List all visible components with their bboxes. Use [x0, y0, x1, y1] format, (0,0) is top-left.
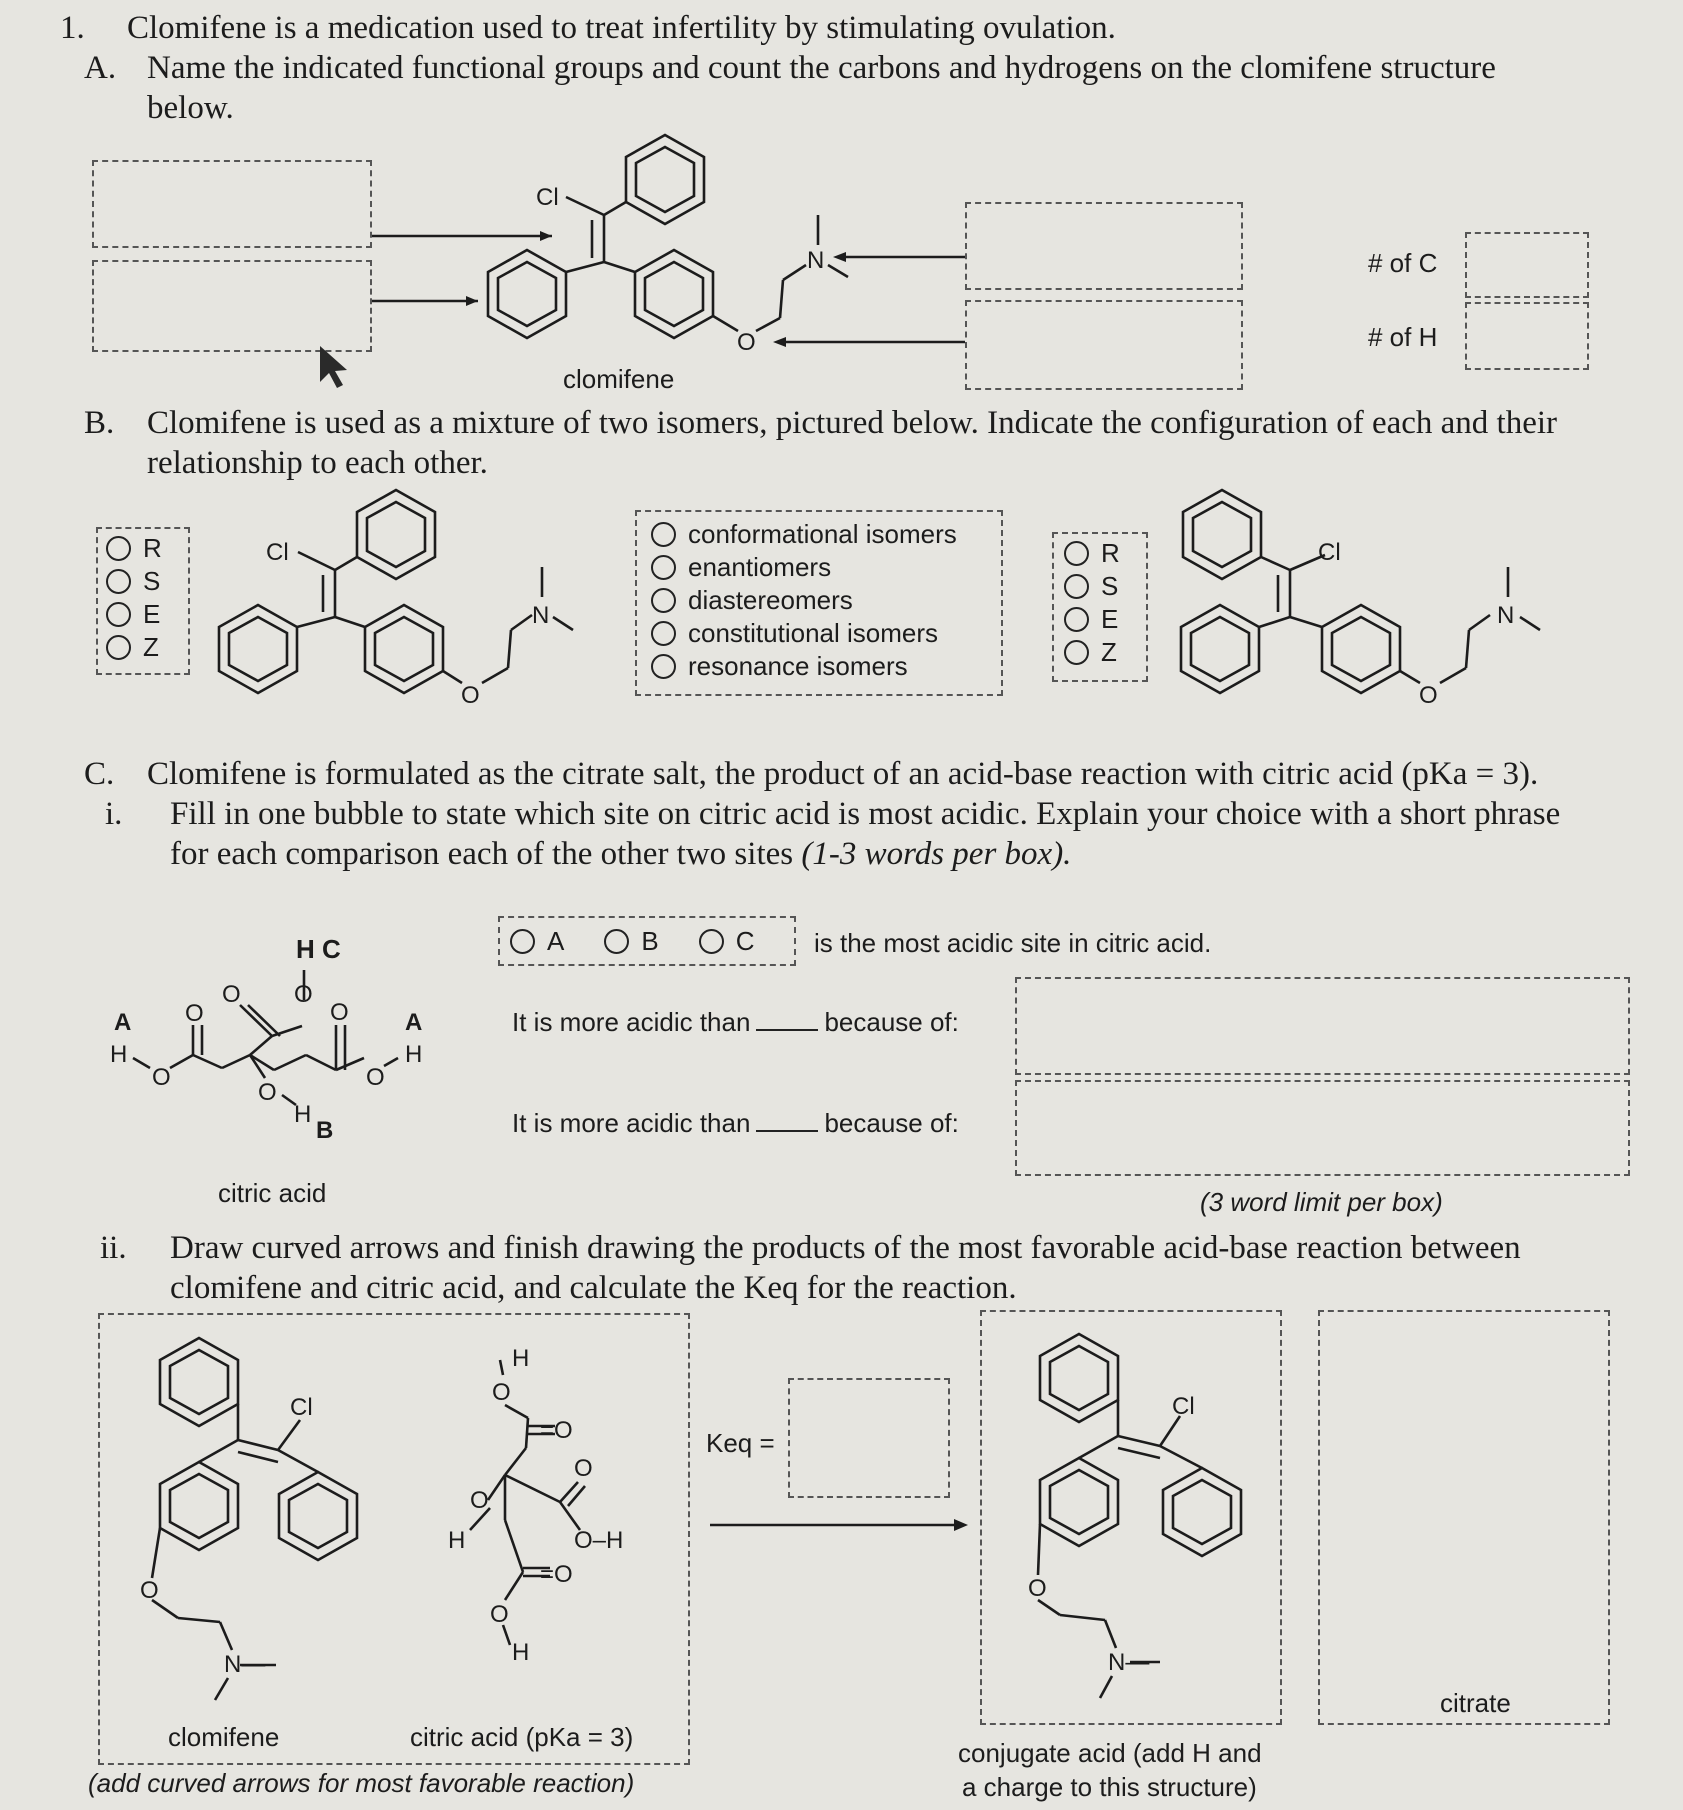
relationship-option-diastereomers[interactable]: diastereomers: [651, 584, 1001, 617]
relationship-option-constitutional[interactable]: constitutional isomers: [651, 617, 1001, 650]
part-c-ii-text: Draw curved arrows and finish drawing the products of the most favorable acid-base reaction between clomifene and citric acid, and calculate the Keq for the reaction.: [170, 1230, 1521, 1306]
atom-cl-a: Cl: [536, 184, 559, 211]
clomifene-label-ii: clomifene: [168, 1722, 280, 1752]
word-limit-note: (3 word limit per box): [1200, 1187, 1443, 1217]
atom-cl-p: Cl: [1172, 1393, 1195, 1420]
atom-o-c3: O: [574, 1455, 593, 1482]
part-c-i-text: Fill in one bubble to state which site on citric acid is most acidic. Explain your choice with a short phrase for each comparison each of the other two sites (1-3 words per box).: [170, 796, 1561, 872]
atom-oh-c5: O–H: [574, 1527, 624, 1554]
atom-o-a: O: [737, 329, 756, 356]
atom-o-carbonyl-right: O: [330, 999, 349, 1026]
atom-h-left: H: [110, 1041, 128, 1068]
atom-h-c4: H: [448, 1527, 466, 1554]
conjugate-acid-label-2: a charge to this structure): [962, 1772, 1257, 1802]
site-label-b: B: [316, 1117, 334, 1144]
atom-o-c1: O: [492, 1379, 511, 1406]
atom-o-left: O: [152, 1064, 171, 1091]
atom-o-mid: O: [294, 981, 313, 1008]
atom-cl-r: Cl: [290, 1394, 313, 1421]
atom-o-carbonyl-left: O: [185, 1000, 204, 1027]
clomifene-label-a: clomifene: [563, 364, 675, 394]
atom-o-b2: O: [1419, 682, 1438, 709]
atom-o-c4: O: [470, 1487, 489, 1514]
atom-n-a: N: [807, 247, 825, 274]
atom-n-p: N—: [1108, 1649, 1150, 1676]
site-label-a-left: A: [114, 1009, 132, 1036]
atom-o-c7: O: [490, 1601, 509, 1628]
count-h-label: # of H: [1368, 322, 1438, 352]
atom-o-p: O: [1028, 1575, 1047, 1602]
relationship-option-enantiomers[interactable]: enantiomers: [651, 551, 1001, 584]
site-option-b[interactable]: B: [604, 925, 658, 958]
site-label-c: H C: [296, 934, 341, 964]
atom-h-c1: H: [512, 1345, 530, 1372]
config-option-s-right[interactable]: S: [1064, 570, 1146, 603]
question-number: 1.: [60, 10, 85, 46]
part-c-ii-num: ii.: [100, 1230, 127, 1266]
conjugate-acid-label-1: conjugate acid (add H and: [958, 1738, 1262, 1768]
relationship-option-resonance[interactable]: resonance isomers: [651, 650, 1001, 683]
part-b-letter: B.: [84, 405, 115, 441]
citric-acid-label-ii: citric acid (pKa = 3): [410, 1722, 634, 1752]
config-option-e-right[interactable]: E: [1064, 603, 1146, 636]
atom-h-right: H: [405, 1041, 423, 1068]
config-option-z-right[interactable]: Z: [1064, 636, 1146, 669]
part-c-i-num: i.: [105, 796, 123, 832]
question-title: Clomifene is a medication used to treat infertility by stimulating ovulation.: [127, 10, 1116, 46]
site-option-c[interactable]: C: [699, 925, 755, 958]
keq-label: Keq =: [706, 1428, 775, 1458]
site-label-a-right: A: [405, 1009, 423, 1036]
atom-o-carbonyl-mid: O: [222, 981, 241, 1008]
comparison-1: It is more acidic than because of:: [512, 1007, 959, 1037]
config-option-z-left[interactable]: Z: [106, 631, 188, 664]
atom-n-b2: N: [1497, 602, 1515, 629]
atom-o-hydroxyl: O: [258, 1079, 277, 1106]
part-a-text: Name the indicated functional groups and count the carbons and hydrogens on the clomifene structure below.: [147, 50, 1496, 126]
atom-h-hydroxyl: H: [294, 1101, 312, 1128]
atom-o-right: O: [366, 1064, 385, 1091]
atom-o-c6: =O: [540, 1561, 573, 1588]
comparison-2: It is more acidic than because of:: [512, 1108, 959, 1138]
config-option-s-left[interactable]: S: [106, 565, 188, 598]
atom-cl-b1: Cl: [266, 539, 289, 566]
most-acidic-text: is the most acidic site in citric acid.: [814, 928, 1212, 958]
part-c-text: Clomifene is formulated as the citrate salt, the product of an acid-base reaction with citric acid (pKa = 3).: [147, 756, 1539, 792]
atom-n-b1: N: [532, 602, 550, 629]
count-c-label: # of C: [1368, 248, 1438, 278]
config-option-r-left[interactable]: R: [106, 532, 188, 565]
part-a-letter: A.: [84, 50, 117, 86]
atom-o-c2: =O: [540, 1417, 573, 1444]
atom-n-r: N—: [224, 1651, 266, 1678]
atom-o-r: O: [140, 1577, 159, 1604]
atom-cl-b2: Cl: [1318, 539, 1341, 566]
citric-acid-label-i: citric acid: [218, 1178, 327, 1208]
relationship-option-conformational[interactable]: conformational isomers: [651, 518, 1001, 551]
atom-h-c7: H: [512, 1639, 530, 1666]
config-option-r-right[interactable]: R: [1064, 537, 1146, 570]
part-b-text: Clomifene is used as a mixture of two isomers, pictured below. Indicate the configuration of each and their relationship to each other.: [147, 405, 1558, 481]
curved-arrows-note: (add curved arrows for most favorable reaction): [88, 1768, 635, 1798]
site-option-a[interactable]: A: [510, 925, 564, 958]
part-c-letter: C.: [84, 756, 115, 792]
citrate-label: citrate: [1440, 1688, 1511, 1718]
atom-o-b1: O: [461, 682, 480, 709]
config-option-e-left[interactable]: E: [106, 598, 188, 631]
